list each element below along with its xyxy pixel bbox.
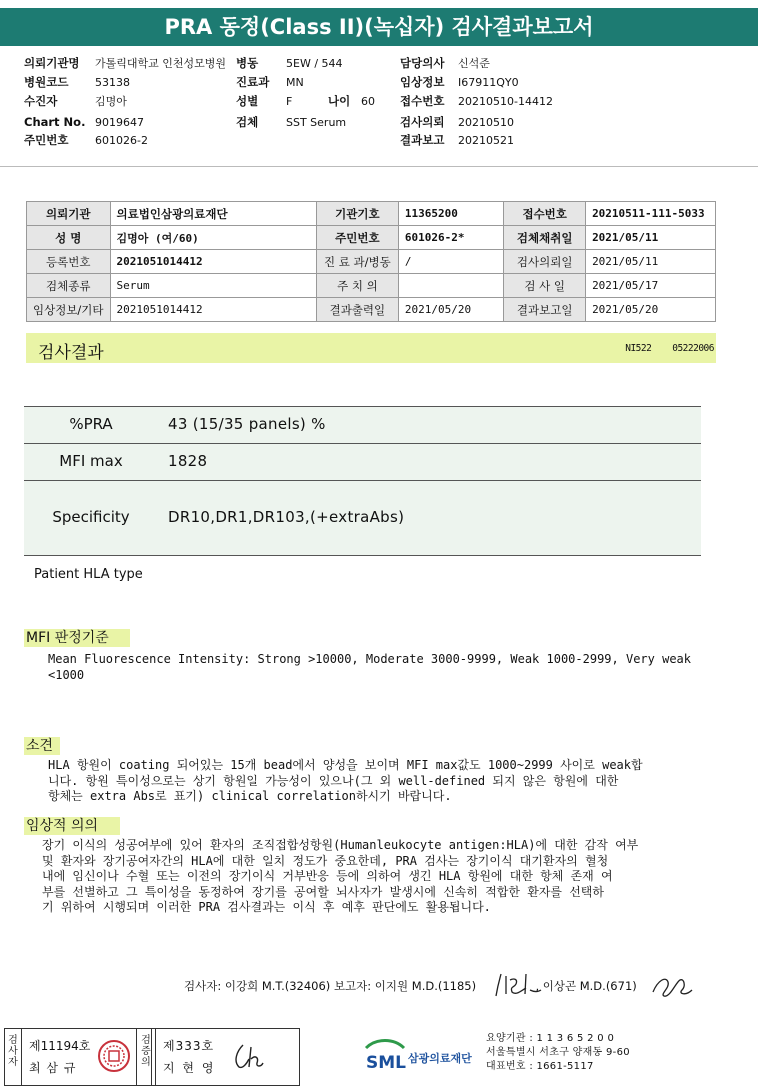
result-row-specificity <box>24 481 701 555</box>
footer <box>4 1028 754 1088</box>
sml-logo-icon <box>364 1038 406 1072</box>
clinical-text <box>42 838 742 916</box>
header-value: 53138 <box>95 76 130 89</box>
table-label: 접수번호 <box>504 202 586 226</box>
table-label: 기관기호 <box>316 202 398 226</box>
header-value: 신석준 <box>458 57 490 70</box>
clinical-section-title: 임상적 의의 <box>24 817 120 835</box>
header-value: 20210510 <box>458 116 514 129</box>
table-label: 진 료 과/병동 <box>316 250 398 274</box>
license-name: 최 삼 규 <box>29 1061 77 1075</box>
result-section-code: NI522 05222006 <box>625 343 714 354</box>
text-line: 및 환자와 장기공여자간의 HLA에 대한 일치 정도가 중요한데, PRA 검사는 장기이식 대기환자의 혈청 <box>42 853 609 868</box>
table-cell: 11365200 <box>398 202 503 226</box>
header-value: 5EW / 544 <box>286 57 343 70</box>
table-row <box>27 298 716 322</box>
table-cell: 601026-2* <box>398 226 503 250</box>
verifier-license-box <box>136 1028 300 1086</box>
info-line: 대표번호 : 1661-5117 <box>486 1061 594 1072</box>
table-label: 결과출력일 <box>316 298 398 322</box>
table-cell: 2021/05/20 <box>586 298 716 322</box>
header-label: 검사의뢰 <box>400 115 445 129</box>
divider <box>0 166 758 167</box>
table-row <box>27 202 716 226</box>
opinion-section-title: 소견 <box>24 737 60 755</box>
divider <box>24 555 701 556</box>
table-label: 결과보고일 <box>504 298 586 322</box>
vertical-label: 검 사 자 <box>8 1035 18 1068</box>
registration-table <box>26 201 716 322</box>
header-label: 검체 <box>236 115 259 129</box>
foundation-name: 삼광의료재단 <box>408 1052 472 1065</box>
header-label: 담당의사 <box>400 56 445 70</box>
header-value: 9019647 <box>95 116 144 129</box>
table-label: 검체종류 <box>27 274 111 298</box>
report-title: PRA 동정(Class II)(녹십자) 검사결과보고서 <box>0 8 758 46</box>
table-cell: 2021/05/11 <box>586 250 716 274</box>
vertical-label: 검 증 의 <box>141 1035 151 1068</box>
result-key: Specificity <box>52 508 130 526</box>
header-label: 주민번호 <box>24 133 69 147</box>
result-section-header <box>26 333 716 363</box>
table-cell: Serum <box>110 274 316 298</box>
header-label: 성별 <box>236 94 259 108</box>
patient-hla-label: Patient HLA type <box>34 567 143 582</box>
table-label: 성 명 <box>27 226 111 250</box>
license-name: 지 현 영 <box>163 1061 216 1075</box>
foundation-info <box>486 1032 630 1074</box>
result-value: 43 (15/35 panels) % <box>168 415 326 433</box>
technician-license-box <box>4 1028 152 1086</box>
header-value: F <box>286 95 293 108</box>
table-label: 검사의뢰일 <box>504 250 586 274</box>
signature-line <box>184 978 637 994</box>
text-line: HLA 항원이 coating 되어있는 15개 bead에서 양성을 보이며 MFI max값도 1000~2999 사이로 weak합 <box>48 758 643 772</box>
table-label: 주 치 의 <box>316 274 398 298</box>
header-label: 진료과 <box>236 75 270 89</box>
table-label: 임상정보/기타 <box>27 298 111 322</box>
table-cell: 2021/05/11 <box>586 226 716 250</box>
header-label: 병원코드 <box>24 75 69 89</box>
info-line: 서울특별시 서초구 양재동 9-60 <box>486 1047 630 1058</box>
table-cell: 2021/05/17 <box>586 274 716 298</box>
age-label: 나이 <box>328 94 351 108</box>
table-cell: 2021051014412 <box>110 298 316 322</box>
license-number: 제11194호 <box>29 1039 91 1053</box>
table-label: 등록번호 <box>27 250 111 274</box>
signature-text: 검사자: 이강희 M.T.(32406) 보고자: 이지원 M.D.(1185) <box>184 979 477 993</box>
table-label: 의뢰기관 <box>27 202 111 226</box>
text-line: 장기 이식의 성공여부에 있어 환자의 조직접합성항원(Humanleukocyte antigen:HLA)에 대한 감작 여부 <box>42 838 639 852</box>
header-label: 결과보고 <box>400 133 445 147</box>
table-cell: 2021/05/20 <box>398 298 503 322</box>
handwritten-signature-3 <box>229 1041 265 1073</box>
header-value: MN <box>286 76 304 89</box>
header-value: SST Serum <box>286 116 347 129</box>
mfi-section-title: MFI 판정기준 <box>24 629 130 647</box>
logo-text: SML <box>366 1053 406 1072</box>
header-value: 20210521 <box>458 134 514 147</box>
red-seal-icon <box>97 1039 131 1073</box>
text-line: 부를 선별하고 그 특이성을 동정하여 장기를 공여할 뇌사자가 발생시에 신속히 적합한 환자를 선택하 <box>42 884 604 899</box>
table-row <box>27 226 716 250</box>
license-number: 제333호 <box>163 1039 215 1053</box>
result-row-mfi <box>24 444 701 480</box>
opinion-text <box>48 758 728 805</box>
header-label: 병동 <box>236 56 259 70</box>
result-row-pra <box>24 407 701 443</box>
table-cell: 의료법인삼광의료재단 <box>110 202 316 226</box>
result-key: %PRA <box>69 415 113 433</box>
result-key: MFI max <box>59 452 123 470</box>
table-cell <box>398 274 503 298</box>
header-value: 가톨릭대학교 인천성모병원 <box>95 57 227 70</box>
table-cell: 김명아 (여/60) <box>110 226 316 250</box>
info-line: 요양기관 : 1 1 3 6 5 2 0 0 <box>486 1033 615 1044</box>
table-cell: 20210511-111-5033 <box>586 202 716 226</box>
text-line: 기 위하여 시행되며 이러한 PRA 검사결과는 이식 후 예후 판단에도 활용됩니다. <box>42 900 491 914</box>
text-line: 항체는 extra Abs로 표기) clinical correlation하시기 바랍니다. <box>48 789 452 803</box>
table-row <box>27 250 716 274</box>
text-line: <1000 <box>48 667 85 682</box>
header-label: 수진자 <box>24 94 58 108</box>
table-row <box>27 274 716 298</box>
mfi-criteria <box>48 652 728 683</box>
handwritten-signature-2 <box>650 970 694 1000</box>
patient-header <box>0 54 758 154</box>
table-label: 주민번호 <box>316 226 398 250</box>
signature-text-2: , 이상곤 M.D.(671) <box>535 979 637 993</box>
handwritten-signature-1 <box>492 970 544 1000</box>
text-line: Mean Fluorescence Intensity: Strong >10000, Moderate 3000-9999, Weak 1000-2999, Very weak <box>48 652 691 666</box>
result-value: DR10,DR1,DR103,(+extraAbs) <box>168 508 405 526</box>
table-cell: / <box>398 250 503 274</box>
header-label: 의뢰기관명 <box>24 56 80 70</box>
header-label: Chart No. <box>24 115 86 129</box>
table-label: 검 사 일 <box>504 274 586 298</box>
table-label: 검체채취일 <box>504 226 586 250</box>
result-section-title: 검사결과 <box>38 343 104 363</box>
header-value: 20210510-14412 <box>458 95 553 108</box>
text-line: 니다. 항원 특이성으로는 상기 항원일 가능성이 있으나(그 외 well-defined 되지 않은 항원에 대한 <box>48 773 619 788</box>
result-value: 1828 <box>168 452 208 470</box>
age-value: 60 <box>361 95 375 108</box>
text-line: 내에 임신이나 수혈 또는 이전의 장기이식 거부반응 등에 의하여 생긴 HLA 항원에 대한 항체 존재 여 <box>42 869 613 883</box>
header-label: 임상정보 <box>400 75 445 89</box>
table-cell: 2021051014412 <box>110 250 316 274</box>
header-value: 김명아 <box>95 95 127 108</box>
header-value: I67911QY0 <box>458 76 519 89</box>
header-label: 접수번호 <box>400 94 445 108</box>
header-value: 601026-2 <box>95 134 148 147</box>
